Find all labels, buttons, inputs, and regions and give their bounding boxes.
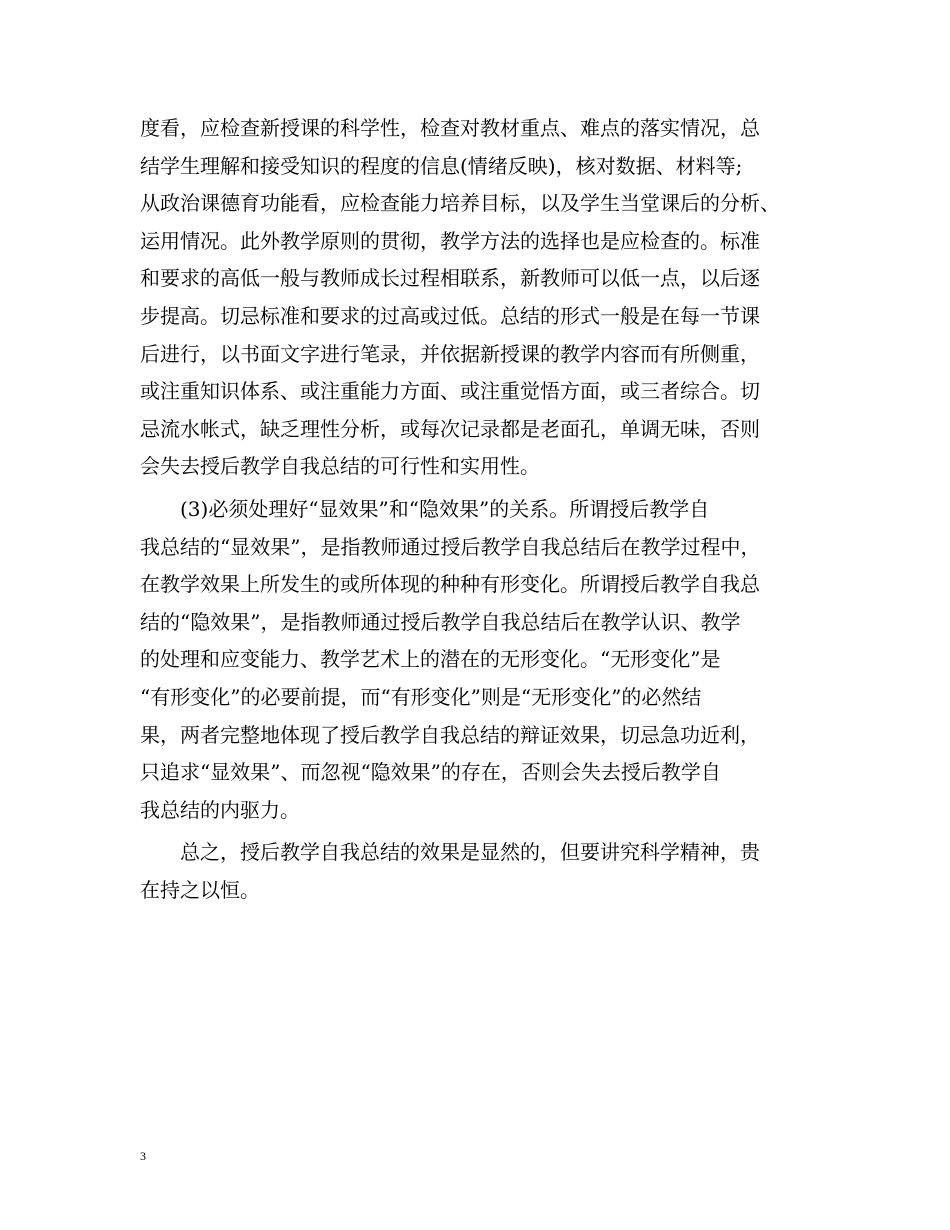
text-line: 结学生理解和接受知识的程度的信息(情绪反映)，核对数据、材料等; [140,153,743,178]
text-line: 果，两者完整地体现了授后教学自我总结的辩证效果，切忌急功近利， [140,722,760,747]
page-number: 3 [140,1149,146,1163]
text-line: 结的“隐效果”，是指教师通过授后教学自我总结后在教学认识、教学 [140,609,741,634]
text-line: 忌流水帐式，缺乏理性分析，或每次记录都是老面孔，单调无味，否则 [140,416,760,441]
text-line: 总之，授后教学自我总结的效果是显然的，但要讲究科学精神，贵 [140,840,760,865]
text-line: “有形变化”的必要前提，而“有形变化”则是“无形变化”的必然结 [140,684,702,709]
text-line: 后进行，以书面文字进行笔录，并依据新授课的教学内容而有所侧重， [140,341,760,366]
text-line: 我总结的“显效果”，是指教师通过授后教学自我总结后在教学过程中， [140,534,761,559]
text-line: 和要求的高低一般与教师成长过程相联系，新教师可以低一点，以后逐 [140,266,760,291]
text-line: 在持之以恒。 [140,877,260,902]
text-line: 的处理和应变能力、教学艺术上的潜在的无形变化。“无形变化”是 [140,647,721,672]
text-line: 或注重知识体系、或注重能力方面、或注重觉悟方面，或三者综合。切 [140,379,760,404]
text-line: 我总结的内驱力。 [140,797,300,822]
text-line: 会失去授后教学自我总结的可行性和实用性。 [140,454,540,479]
text-line: 运用情况。此外教学原则的贯彻，教学方法的选择也是应检查的。标准 [140,228,760,253]
text-line: 只追求“显效果”、而忽视“隐效果”的存在，否则会失去授后教学自 [140,760,721,785]
body-text [140,110,820,909]
text-line: 在教学效果上所发生的或所体现的种种有形变化。所谓授后教学自我总 [140,572,760,597]
text-line: (3)必须处理好“显效果”和“隐效果”的关系。所谓授后教学自 [140,496,710,521]
text-line: 度看，应检查新授课的科学性，检查对教材重点、难点的落实情况，总 [140,116,760,140]
text-line: 从政治课德育功能看，应检查能力培养目标，以及学生当堂课后的分析、 [140,191,780,216]
text-line: 步提高。切忌标准和要求的过高或过低。总结的形式一般是在每一节课 [140,303,760,328]
